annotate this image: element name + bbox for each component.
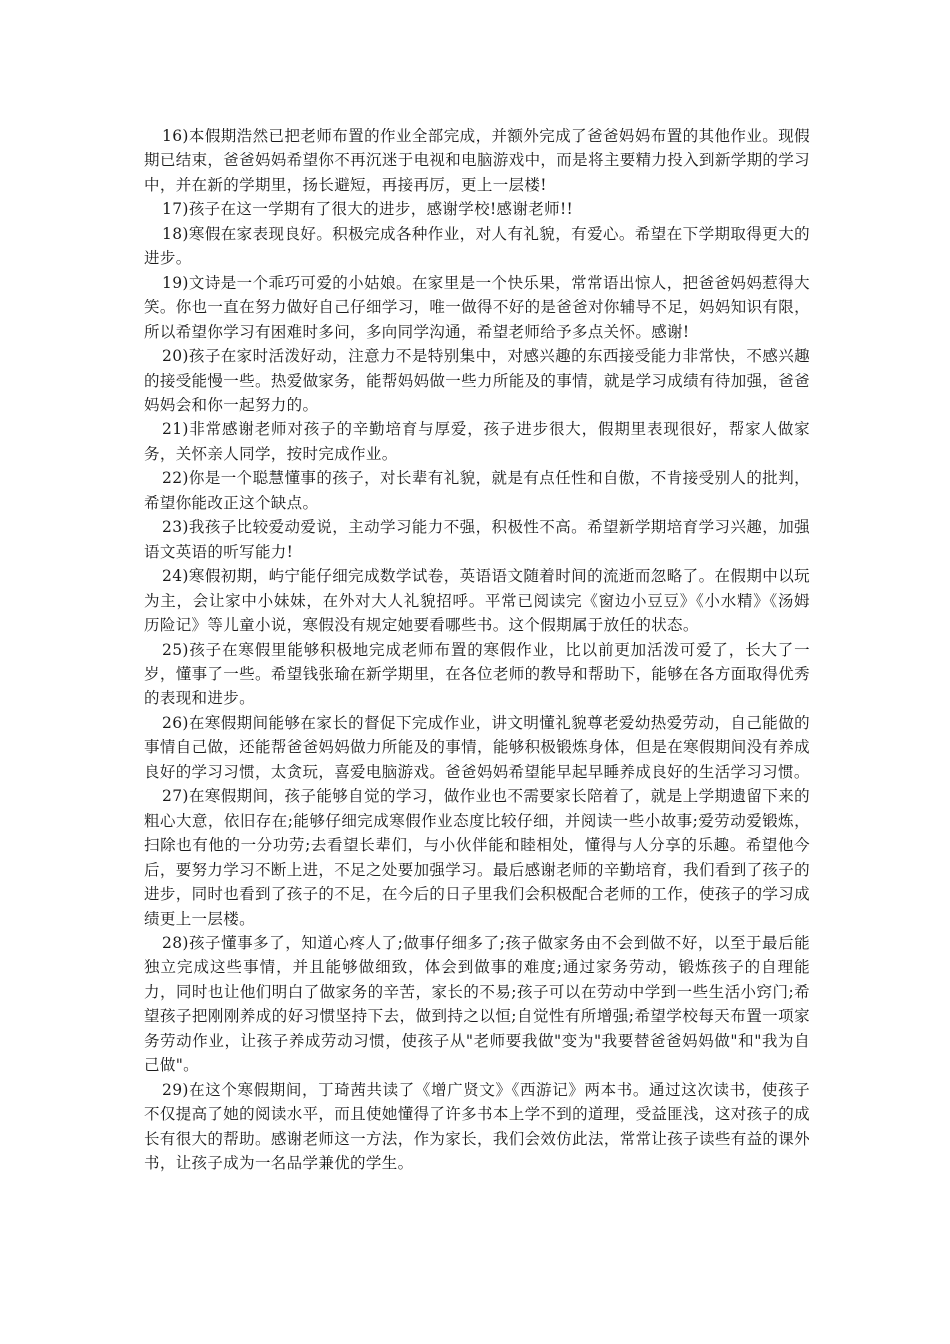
paragraph-23: 23)我孩子比较爱动爱说，主动学习能力不强，积极性不高。希望新学期培育学习兴趣，加强语文英语的听写能力! bbox=[144, 518, 810, 561]
document-body bbox=[144, 124, 810, 1175]
paragraph-19: 19)文诗是一个乖巧可爱的小姑娘。在家里是一个快乐果，常常语出惊人，把爸爸妈妈惹得大笑。你也一直在努力做好自己仔细学习，唯一做得不好的是爸爸对你辅导不足，妈妈知识有限，所以希望你学习有困难时多问，多向同学沟通，希望老师给予多点关怀。感谢! bbox=[144, 273, 810, 341]
paragraph-16: 16)本假期浩然已把老师布置的作业全部完成，并额外完成了爸爸妈妈布置的其他作业。现假期已结束，爸爸妈妈希望你不再沉迷于电视和电脑游戏中，而是将主要精力投入到新学期的学习中，并在新的学期里，扬长避短，再接再厉，更上一层楼! bbox=[144, 127, 810, 194]
paragraph-29: 29)在这个寒假期间，丁琦茜共读了《增广贤文》《西游记》两本书。通过这次读书，使孩子不仅提高了她的阅读水平，而且使她懂得了许多书本上学不到的道理，受益匪浅，这对孩子的成长有很大的帮助。感谢老师这一方法，作为家长，我们会效仿此法，常常让孩子读些有益的课外书，让孩子成为一名品学兼优的学生。 bbox=[144, 1080, 810, 1173]
paragraph-25: 25)孩子在寒假里能够积极地完成老师布置的寒假作业，比以前更加活泼可爱了，长大了一岁，懂事了一些。希望钱张瑜在新学期里，在各位老师的教导和帮助下，能够在各方面取得优秀的表现和进步。 bbox=[144, 640, 810, 708]
paragraph-24: 24)寒假初期，屿宁能仔细完成数学试卷，英语语文随着时间的流逝而忽略了。在假期中以玩为主，会让家中小妹妹，在外对大人礼貌招呼。平常已阅读完《窗边小豆豆》《小水精》《汤姆历险记》等儿童小说，寒假没有规定她要看哪些书。这个假期属于放任的状态。 bbox=[144, 567, 810, 635]
paragraph-20: 20)孩子在家时活泼好动，注意力不是特别集中，对感兴趣的东西接受能力非常快，不感兴趣的接受能慢一些。热爱做家务，能帮妈妈做一些力所能及的事情，就是学习成绩有待加强，爸爸妈妈会和你一起努力的。 bbox=[144, 347, 810, 414]
paragraph-17: 17)孩子在这一学期有了很大的进步，感谢学校!感谢老师!! bbox=[162, 200, 574, 219]
paragraph-28: 28)孩子懂事多了，知道心疼人了;做事仔细多了;孩子做家务由不会到做不好，以至于最后能独立完成这些事情，并且能够做细致，体会到做事的难度;通过家务劳动，锻炼孩子的自理能力，同时也让他们明白了做家务的辛苦，家长的不易;孩子可以在劳动中学到一些生活小窍门;希望孩子把刚刚养成的好习惯坚持下去，做到持之以恒;自觉性有所增强;希望学校每天布置一项家务劳动作业，让孩子养成劳动习惯，使孩子从"老师要我做"变为"我要替爸爸妈妈做"和"我为自己做"。 bbox=[144, 933, 810, 1075]
paragraph-26: 26)在寒假期间能够在家长的督促下完成作业，讲文明懂礼貌尊老爱幼热爱劳动，自己能做的事情自己做，还能帮爸爸妈妈做力所能及的事情，能够积极锻炼身体，但是在寒假期间没有养成良好的学习习惯，太贪玩，喜爱电脑游戏。爸爸妈妈希望能早起早睡养成良好的生活学习习惯。 bbox=[144, 713, 810, 781]
paragraph-21: 21)非常感谢老师对孩子的辛勤培育与厚爱，孩子进步很大，假期里表现很好，帮家人做家务，关怀亲人同学，按时完成作业。 bbox=[144, 420, 810, 463]
paragraph-27: 27)在寒假期间，孩子能够自觉的学习，做作业也不需要家长陪着了，就是上学期遗留下来的粗心大意，依旧存在;能够仔细完成寒假作业态度比较仔细，并阅读一些小故事;爱劳动爱锻炼，扫除也有他的一分功劳;去看望长辈们，与小伙伴能和睦相处，懂得与人分享的乐趣。希望他今后，要努力学习不断上进，不足之处要加强学习。最后感谢老师的辛勤培育，我们看到了孩子的进步，同时也看到了孩子的不足，在今后的日子里我们会积极配合老师的工作，使孩子的学习成绩更上一层楼。 bbox=[144, 787, 810, 928]
paragraph-22: 22)你是一个聪慧懂事的孩子，对长辈有礼貌，就是有点任性和自傲，不肯接受别人的批判，希望你能改正这个缺点。 bbox=[144, 469, 810, 512]
paragraph-18: 18)寒假在家表现良好。积极完成各种作业，对人有礼貌，有爱心。希望在下学期取得更大的进步。 bbox=[144, 224, 810, 268]
